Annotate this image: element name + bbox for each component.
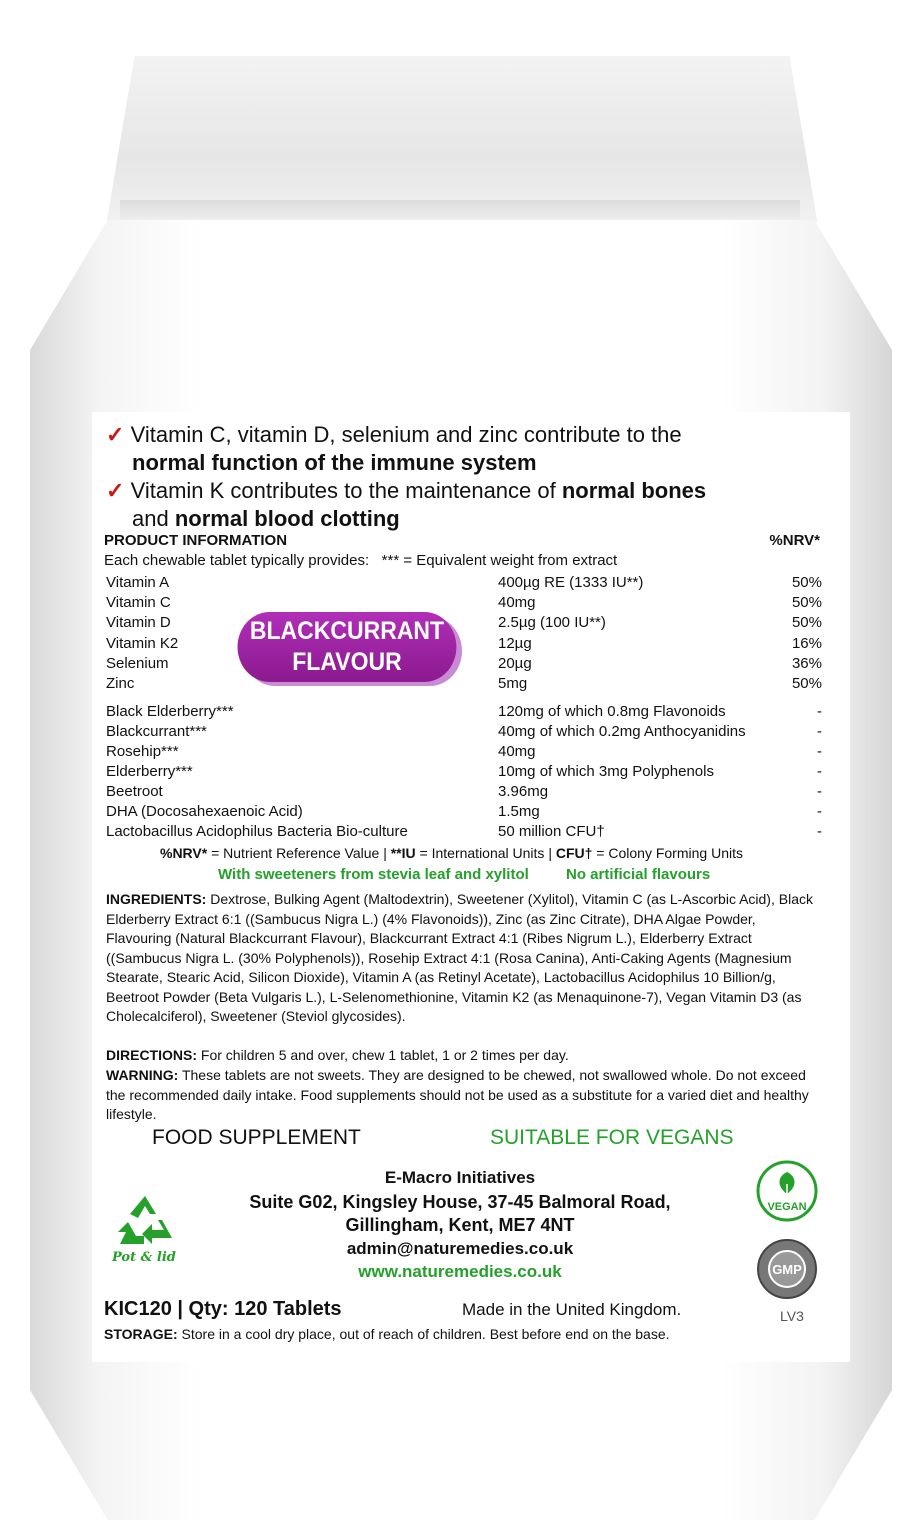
company-address-2: Gillingham, Kent, ME7 4NT [345,1215,575,1235]
row-nrv: 50% [791,594,822,612]
row-name: Vitamin K2 [106,634,179,652]
suitable-for-vegans-label: SUITABLE FOR VEGANS [490,1126,734,1149]
sweeteners-note: With sweeteners from stevia leaf and xylitol [218,866,529,883]
gmp-logo-text: GMP [772,1262,802,1277]
claim-immune [106,421,682,449]
directions-label: DIRECTIONS: [106,1047,197,1063]
legend-iu-key: **IU [390,845,416,861]
row-nrv: - [817,723,822,740]
row-amount: 40mg [498,743,536,760]
row-amount: 3.96mg [498,783,549,800]
claim-clotting [132,505,400,533]
directions-text: For children 5 and over, chew 1 tablet, 1 or 2 times per day. [197,1047,569,1063]
check-icon: ✓ [106,478,125,503]
row-amount: 50 million CFU† [498,823,605,840]
each-tablet-text: Each chewable tablet typically provides: [104,552,370,569]
row-name: Rosehip*** [106,743,179,760]
equivalent-note: *** = Equivalent weight from extract [381,552,618,569]
row-nrv: - [817,803,822,820]
row-amount: 40mg [498,594,536,612]
check-icon: ✓ [106,422,125,447]
extract-row [106,823,822,843]
made-in: Made in the United Kingdom. [462,1300,682,1319]
row-amount: 20µg [498,654,532,672]
badge-line2: FLAVOUR [292,648,402,676]
row-nrv: 50% [791,675,822,692]
legend-nrv-key: %NRV* [160,845,208,861]
nrv-heading: %NRV* [769,532,820,549]
nutrient-row [106,594,822,614]
recycle-caption: Pot & lid [112,1250,176,1265]
flavour-badge [238,612,457,682]
nutrient-row [106,614,822,634]
claim-clotting-pre: and [132,506,175,531]
row-name: Vitamin D [106,614,171,632]
row-name: Black Elderberry*** [106,703,234,720]
extract-row [106,703,822,723]
legend-nrv-text: = Nutrient Reference Value | [207,845,391,861]
company-name: E-Macro Initiatives [384,1168,536,1187]
legend-cfu-key: CFU† [555,845,593,861]
extract-row [106,763,822,783]
row-amount: 400µg RE (1333 IU**) [498,574,644,591]
directions [106,1046,822,1066]
claim-clotting-bold: normal blood clotting [174,506,400,531]
row-nrv: - [817,703,822,720]
claim-bones-text: Vitamin K contributes to the maintenance of [130,478,562,503]
claim-bones-bold: normal bones [561,478,707,503]
row-nrv: - [817,823,822,840]
claim-bones [106,477,706,505]
claim-immune-text: Vitamin C, vitamin D, selenium and zinc contribute to the [130,422,682,447]
row-name: Zinc [106,675,135,692]
no-artificial-note: No artificial flavours [566,866,711,883]
row-amount: 120mg of which 0.8mg Flavonoids [498,703,726,720]
row-nrv: - [817,743,822,760]
legend-iu-text: = International Units | [415,845,556,861]
row-nrv: - [817,783,822,800]
company-website: www.naturemedies.co.uk [358,1262,562,1281]
nutrient-row [106,655,822,675]
row-amount: 2.5µg (100 IU**) [498,614,606,632]
extract-row [106,723,822,743]
row-nrv: - [817,763,822,780]
row-name: DHA (Docosahexaenoic Acid) [106,803,303,820]
warning-text: These tablets are not sweets. They are designed to be chewed, not swallowed whole. Do not exceed the recommended daily intake. Food supplements should not be used as a substitute for a varied diet and healthy lifestyle. [106,1067,809,1122]
row-amount: 10mg of which 3mg Polyphenols [498,763,714,780]
row-name: Lactobacillus Acidophilus Bacteria Bio-culture [106,823,408,840]
storage-label: STORAGE: [104,1326,178,1342]
vegan-logo-icon [756,1160,818,1222]
extract-row [106,783,822,803]
storage [104,1326,670,1342]
legend-cfu-text: = Colony Forming Units [592,845,743,861]
row-name: Blackcurrant*** [106,723,207,740]
row-nrv: 50% [791,574,822,591]
row-nrv: 50% [791,614,822,632]
company-email: admin@naturemedies.co.uk [346,1239,574,1258]
ingredients-text: Dextrose, Bulking Agent (Maltodextrin), Sweetener (Xylitol), Vitamin C (as L-Ascorbic Acid), Black Elderberry Extract 6:1 ((Sambucus Nigra L.) (4% Flavonoids)), Zinc (as Zinc Citrate), DHA Algae Powder, Flavouring (Natural Blackcurrant Flavour), Blackcurrant Extract 4:1 (Ribes Nigrum L.), Elderberry Extract ((Sambucus Nigra L. (30% Polyphenols)), Rosehip Extract 4:1 (Rosa Canina), Anti-Caking Agents (Magnesium Stearate, Stearic Acid, Silicon Dioxide), Vitamin A (as Retinyl Acetate), Lactobacillus Acidophilus 10 Billion/g, Beetroot Powder (Beta Vulgaris L.), L-Selenomethionine, Vitamin K2 (as Menaquinone-7), Vegan Vitamin D3 (as Cholecalciferol), Sweetener (Steviol glycosides). [106,891,813,1024]
nrv-legend [160,845,743,861]
label-version: LV3 [780,1308,804,1324]
row-amount: 5mg [498,675,528,692]
ingredients-label: INGREDIENTS: [106,891,207,907]
row-amount: 12µg [498,634,532,652]
row-name: Vitamin C [106,594,171,612]
product-code: KIC120 | Qty: 120 Tablets [104,1298,342,1320]
vegan-logo-text: VEGAN [767,1201,807,1213]
each-tablet-note [104,552,617,569]
product-info-heading: PRODUCT INFORMATION [104,532,288,549]
row-name: Beetroot [106,783,163,800]
nutrient-row [106,675,822,695]
claim-immune-bold: normal function of the immune system [132,450,537,475]
extract-row [106,743,822,763]
ingredients [106,890,822,1027]
storage-text: Store in a cool dry place, out of reach of children. Best before end on the base. [177,1326,670,1342]
row-nrv: 16% [791,634,822,652]
row-nrv: 36% [791,654,822,672]
recycle-icon [110,1192,180,1252]
nutrient-row [106,574,822,594]
badge-line1: BLACKCURRANT [249,617,445,645]
warning-label: WARNING: [106,1067,179,1083]
extract-row [106,803,822,823]
company-address-1: Suite G02, Kingsley House, 37-45 Balmoral Road, [249,1192,671,1212]
row-amount: 1.5mg [498,803,540,820]
gmp-logo-icon [756,1238,818,1300]
food-supplement-label: FOOD SUPPLEMENT [152,1126,361,1149]
nutrient-row [106,635,822,655]
row-amount: 40mg of which 0.2mg Anthocyanidins [498,723,746,740]
row-name: Vitamin A [106,574,170,591]
row-name: Elderberry*** [106,763,193,780]
row-name: Selenium [106,654,169,672]
warning [106,1066,822,1125]
